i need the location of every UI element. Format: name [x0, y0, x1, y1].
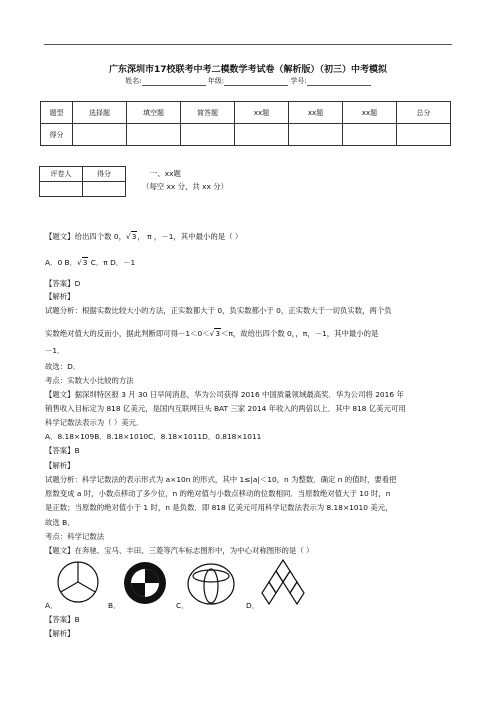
score-cell[interactable] — [181, 124, 235, 146]
score-header-cell: xx题 — [289, 102, 343, 124]
q3-option-label: A． — [45, 601, 58, 610]
sqrt-symbol: √3 — [76, 258, 88, 267]
q2-analysis-line: 试题分析：科学记数法的表示形式为 a×10n 的形式，其中 1≤|a|＜10，n 为整数．确定 n 的值时，要看把 — [45, 475, 397, 484]
q2-topic: 考点：科学记数法 — [45, 532, 105, 541]
score-cell[interactable] — [235, 124, 289, 146]
score-cell[interactable] — [397, 124, 451, 146]
q1-choice: 故选：D． — [45, 362, 81, 371]
score-cell[interactable] — [343, 124, 397, 146]
grader-cell[interactable] — [40, 182, 83, 197]
q1-analysis-line: 试题分析：根据实数比较大小的方法，正实数都大于 0，负实数都小于 0，正实数大于一切负实数，两个负 — [45, 306, 392, 315]
score-header-cell: xx题 — [235, 102, 289, 124]
score-cell[interactable] — [289, 124, 343, 146]
score-row-label: 得分 — [41, 124, 73, 146]
name-label: 姓名: — [125, 77, 142, 85]
q3-option-label: C． — [176, 601, 189, 610]
score-header-cell: 题型 — [41, 102, 73, 124]
q2-stem-line: 销售收入目标定为 818 亿美元，是国内互联网巨头 BAT 三家 2014 年收入的两倍以上．其中 818 亿美元可用 — [45, 404, 406, 413]
top-rule — [44, 44, 452, 45]
grade-field[interactable] — [224, 77, 288, 86]
q2-analysis-line: 原数变成 a 时，小数点移动了多少位，n 的绝对值与小数点移动的位数相同．当原数绝对值大于 10 时，n — [45, 489, 391, 498]
q1-analysis-label: 【解析】 — [45, 292, 75, 301]
grader-label: 评卷人 — [40, 167, 83, 182]
bmw-logo-icon — [122, 560, 168, 606]
page-title: 广东深圳市17校联考中考二模数学考试卷（解析版）（初三）中考模拟 — [108, 65, 388, 75]
q2-analysis-label: 【解析】 — [45, 461, 75, 470]
q3-option-label: B． — [108, 601, 121, 610]
score-table-header-row — [41, 102, 451, 124]
score-header-cell: 总分 — [397, 102, 451, 124]
q2-answer: 【答案】B — [45, 446, 80, 455]
q3-analysis-label: 【解析】 — [45, 629, 75, 638]
grader-cell[interactable] — [83, 182, 126, 197]
q3-answer: 【答案】B — [45, 615, 80, 624]
score-header-cell: xx题 — [343, 102, 397, 124]
score-table — [40, 101, 451, 146]
q2-analysis-line: 是正数；当原数的绝对值小于 1 时，n 是负数．即 818 亿美元可用科学记数法表示为 8.18×1010 美元， — [45, 503, 393, 512]
score-cell[interactable] — [127, 124, 181, 146]
q1-answer: 【答案】D — [45, 279, 81, 288]
q1-analysis-line: 实数绝对值大的反而小，据此判断即可得－1＜0＜√3＜π，故给出四个数 0，，π，－1，其中最小的是 — [45, 329, 379, 338]
score-header-cell: 简答题 — [181, 102, 235, 124]
id-label: 学号: — [290, 77, 307, 85]
q1-topic: 考点：实数大小比较的方法 — [45, 376, 134, 385]
sqrt-symbol: √3 — [209, 329, 221, 338]
score-table-score-row — [41, 124, 451, 146]
q2-stem-line: 科学记数法表示为（ ）美元． — [45, 418, 144, 427]
score-cell[interactable] — [73, 124, 127, 146]
section-subheading: （每空 xx 分，共 xx 分） — [142, 182, 229, 191]
q2-options: A．8.18×109B．8.18×1010C．8.18×1011D．0.818×1011 — [45, 432, 262, 441]
score-header-cell: 填空题 — [127, 102, 181, 124]
q3-stem: 【题文】在奔驰、宝马、丰田、三菱等汽车标志图形中，为中心对称图形的是（ ） — [45, 546, 314, 555]
grade-label: 年级: — [207, 77, 225, 85]
grader-table — [39, 166, 126, 197]
q2-choice: 故选 B． — [45, 518, 75, 527]
q1-analysis-line: －1． — [45, 346, 65, 355]
grader-score-label: 得分 — [83, 167, 126, 182]
student-info-fields — [0, 76, 496, 86]
name-field[interactable] — [142, 77, 206, 86]
mitsubishi-logo-icon — [258, 558, 308, 606]
q2-stem-line: 【题文】据深圳特区报 3 月 30 日早间消息，华为公司获得 2016 中国质量领域最高奖．华为公司将 2016 年 — [45, 390, 404, 399]
q3-option-label: D． — [246, 601, 260, 610]
q1-options: A．0 B．√3 C．π D．－1 — [45, 258, 136, 267]
score-header-cell: 选择题 — [73, 102, 127, 124]
section-heading: 一、xx题 — [150, 169, 181, 178]
toyota-logo-icon — [186, 562, 236, 606]
q1-stem: 【题文】给出四个数 0，√3， π ，－1，其中最小的是（ ） — [45, 232, 243, 241]
id-field[interactable] — [307, 77, 371, 86]
sqrt-symbol: √3 — [125, 232, 137, 241]
mercedes-logo-icon — [56, 560, 100, 604]
